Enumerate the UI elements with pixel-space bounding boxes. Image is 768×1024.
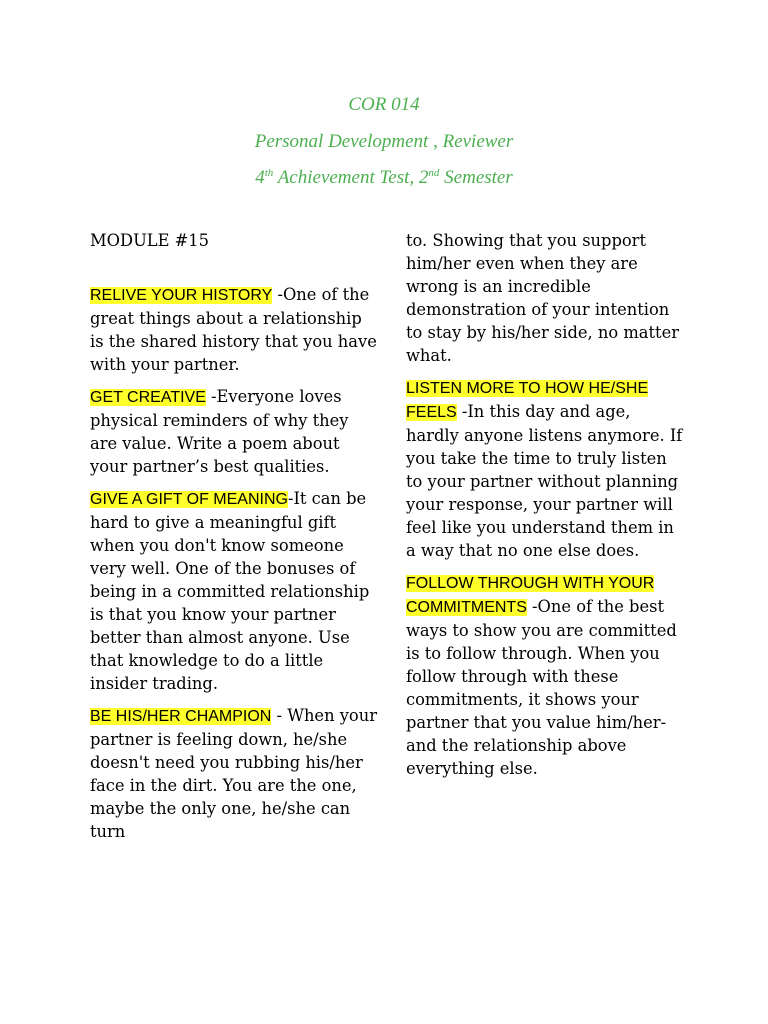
section-heading: GET CREATIVE [90, 389, 206, 406]
test-title: 4th Achievement Test, 2nd Semester [255, 167, 513, 188]
section-heading: FOLLOW THROUGH WITH YOUR COMMITMENTS [406, 575, 655, 616]
section-text: -Everyone loves physical reminders of why they are value. Write a poem about your partner’s best qualities. [90, 387, 349, 476]
section [406, 571, 686, 780]
module-label: MODULE #15 [90, 231, 210, 250]
right-column [406, 229, 686, 789]
section-text: - When your partner is feeling down, he/she doesn't need you rubbing his/her face in the dirt. You are the one, maybe the only one, he/she can turn [90, 706, 377, 841]
section-text: -In this day and age, hardly anyone listens anymore. If you take the time to truly listen to your partner without planning your response, your partner will feel like you understand them in a way that no one else does. [406, 402, 683, 560]
section [406, 376, 686, 562]
section-heading: LISTEN MORE TO HOW HE/SHE FEELS [406, 380, 649, 421]
section [90, 385, 380, 478]
section-heading: RELIVE YOUR HISTORY [90, 287, 273, 304]
section [90, 704, 380, 843]
section-continuation: to. Showing that you support him/her even when they are wrong is an incredible demonstration of your intention to stay by his/her side, no matter what. [406, 231, 679, 365]
subject-title: Personal Development , Reviewer [254, 131, 514, 152]
section-heading: BE HIS/HER CHAMPION [90, 708, 272, 725]
section-text: -One of the best ways to show you are committed is to follow through. When you follow through with these commitments, it shows your partner that you value him/her-and the relationship above everything else. [406, 597, 677, 778]
section-heading: GIVE A GIFT OF MEANING [90, 491, 288, 508]
section-text: -It can be hard to give a meaningful gift when you don't know someone very well. One of the bonuses of being in a committed relationship is that you know your partner better than almost anyone. Use that knowledge to do a little insider trading. [90, 489, 370, 693]
section-text: -One of the great things about a relationship is the shared history that you have with your partner. [90, 285, 377, 374]
left-column [90, 229, 380, 852]
course-code: COR 014 [348, 94, 420, 115]
section [90, 487, 380, 695]
section [90, 283, 380, 376]
